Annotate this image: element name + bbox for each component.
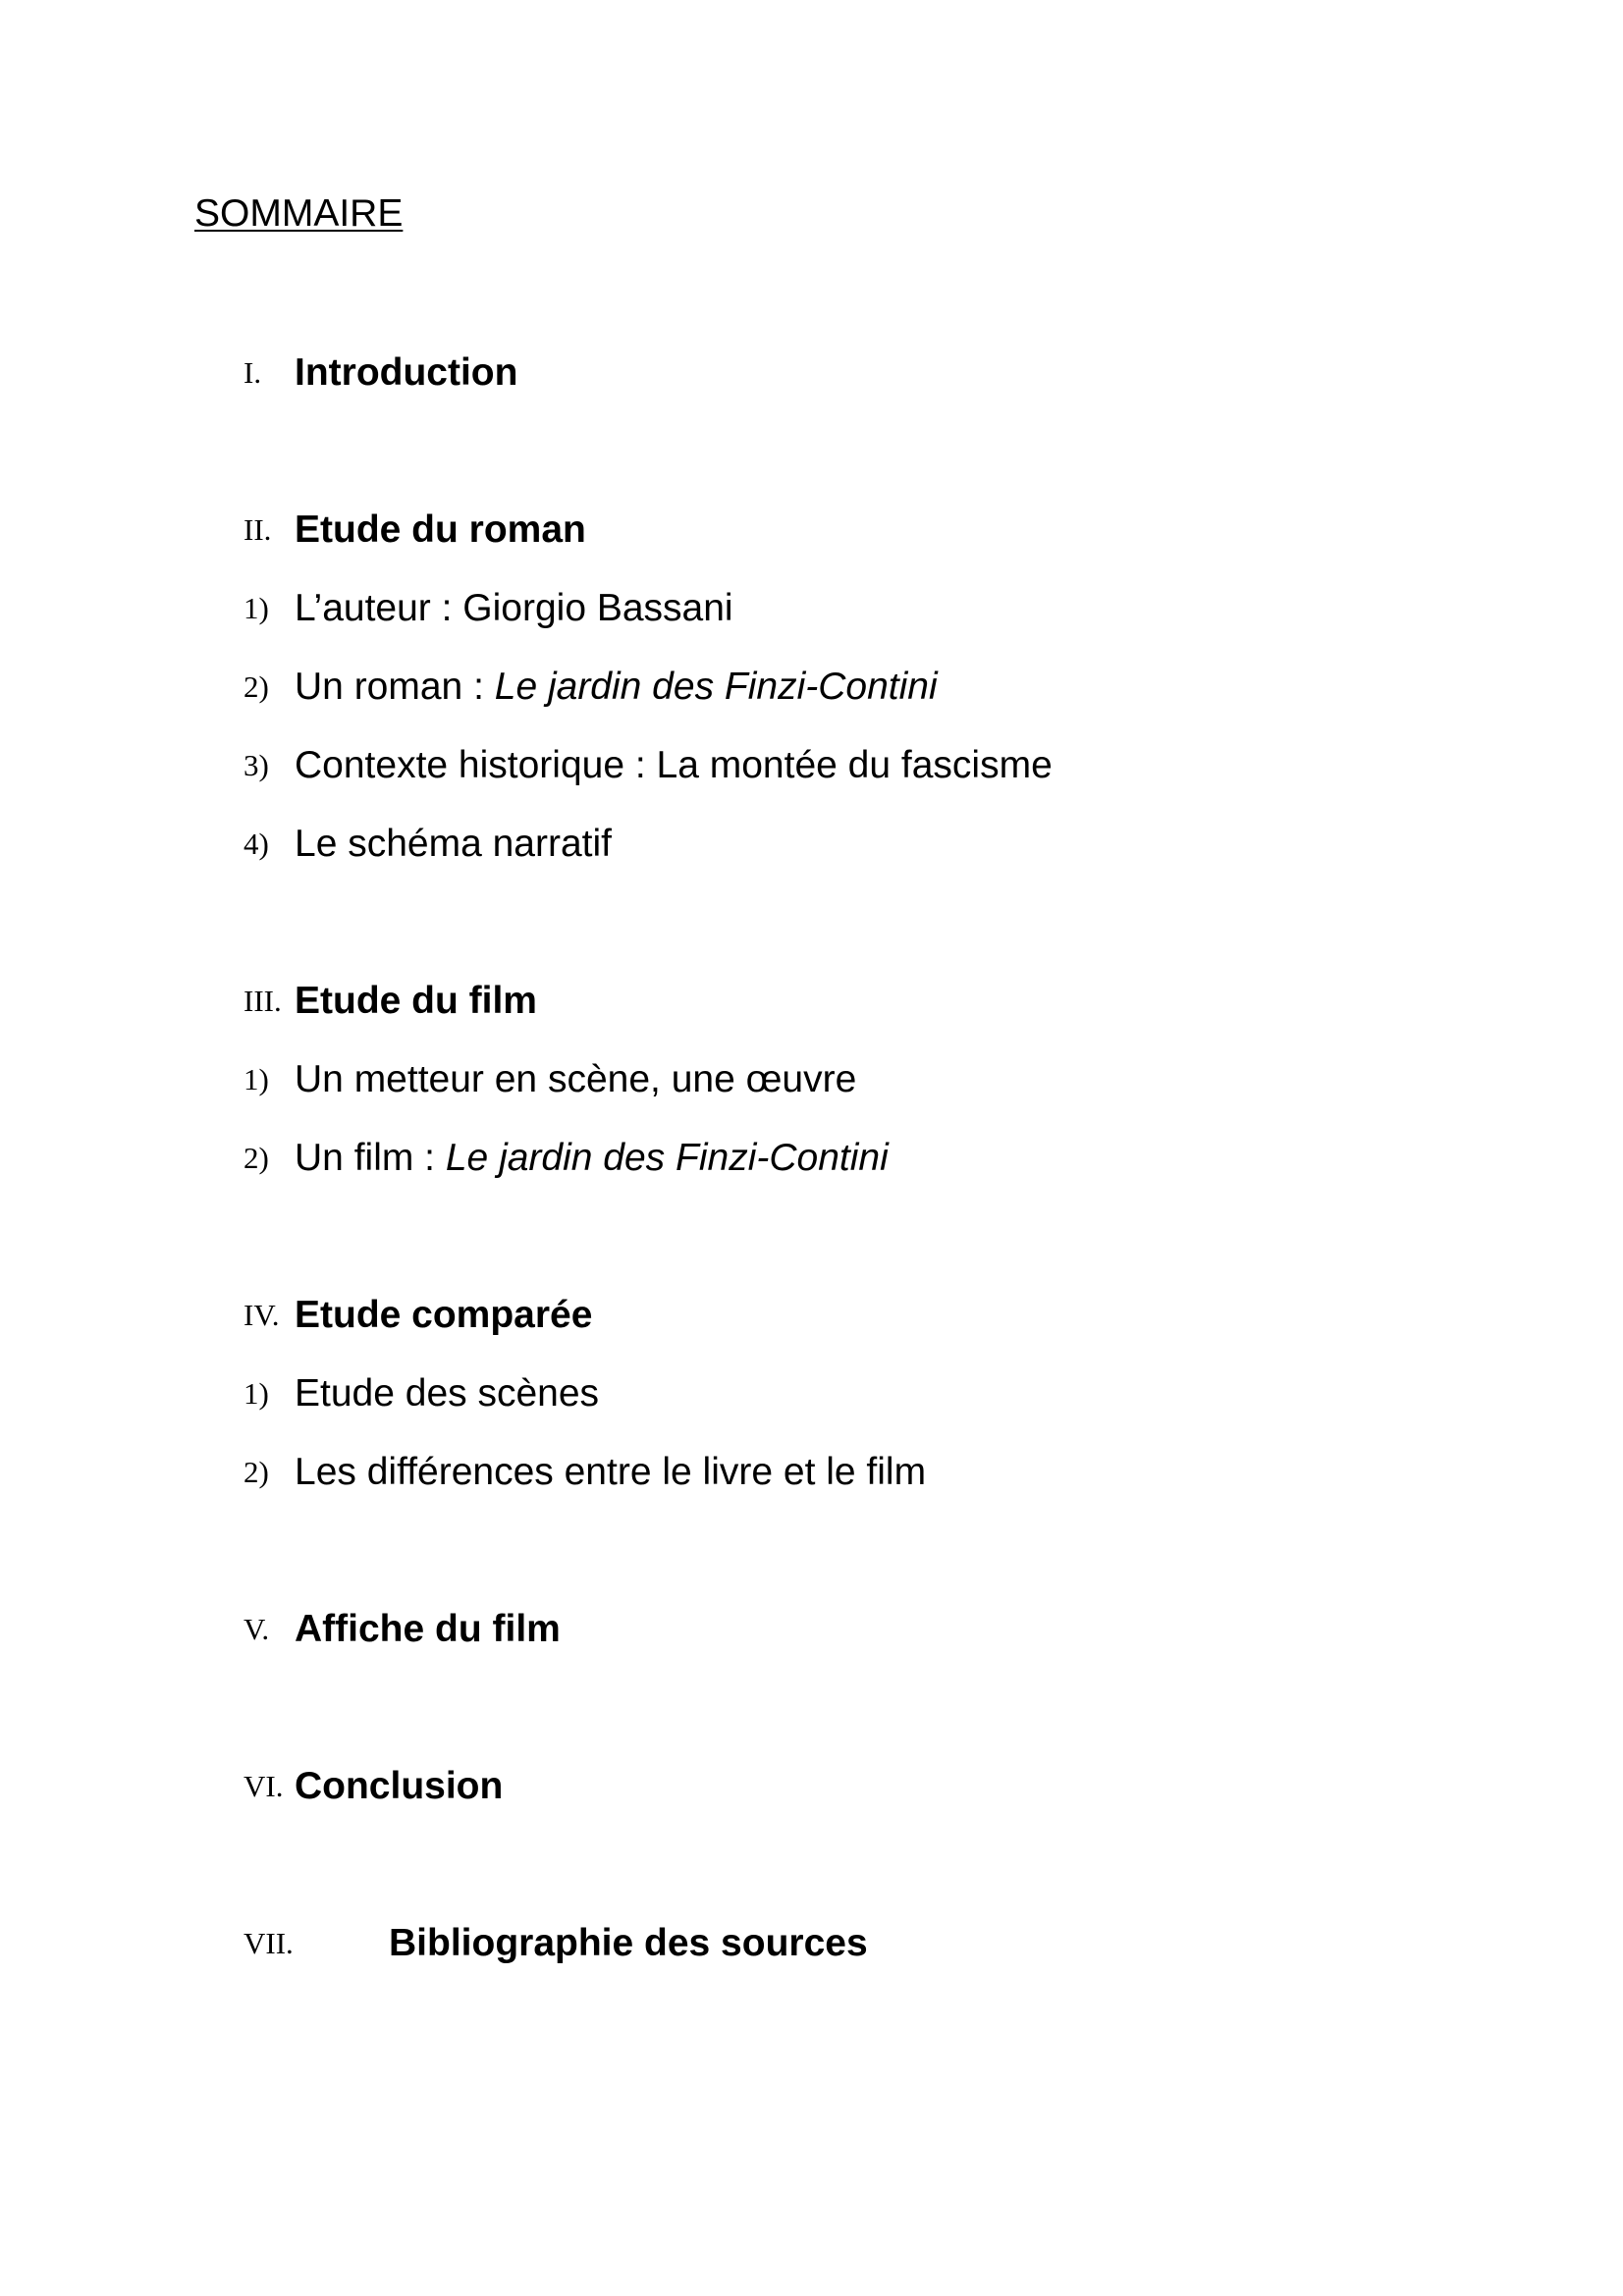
section-heading: Etude du roman — [295, 508, 586, 551]
section-numeral: I. — [243, 355, 262, 390]
section-numeral: III. — [243, 984, 282, 1018]
item-number: 1) — [243, 1062, 269, 1096]
section-heading: Etude du film — [295, 980, 537, 1022]
item-text-wrapper — [295, 660, 938, 715]
section-heading: Affiche du film — [295, 1608, 561, 1650]
section-heading: Conclusion — [295, 1765, 504, 1807]
item-text: L’auteur : Giorgio Bassani — [295, 587, 733, 629]
item-italic-title: Le jardin des Finzi-Contini — [494, 666, 938, 708]
item-italic-title: Le jardin des Finzi-Contini — [445, 1137, 889, 1179]
item-text: Contexte historique : La montée du fascisme — [295, 744, 1053, 786]
page-title: SOMMAIRE — [194, 192, 404, 235]
item-text: Un roman : — [295, 666, 495, 708]
item-text: Etude des scènes — [295, 1372, 600, 1415]
item-number: 2) — [243, 1455, 269, 1489]
section-heading: Etude comparée — [295, 1294, 593, 1336]
item-text: Un metteur en scène, une œuvre — [295, 1058, 857, 1100]
item-number: 4) — [243, 827, 269, 861]
item-number: 2) — [243, 1141, 269, 1175]
section-numeral: VI. — [243, 1769, 284, 1803]
item-text-wrapper — [295, 1131, 889, 1186]
item-text: Le schéma narratif — [295, 823, 612, 865]
item-number: 3) — [243, 748, 269, 782]
item-text: Les différences entre le livre et le film — [295, 1451, 927, 1493]
item-number: 1) — [243, 591, 269, 625]
section-heading: Bibliographie des sources — [389, 1922, 868, 1964]
item-number: 1) — [243, 1376, 269, 1411]
section-numeral: IV. — [243, 1298, 280, 1332]
item-number: 2) — [243, 669, 269, 704]
section-numeral: VII. — [243, 1926, 294, 1960]
section-heading: Introduction — [295, 351, 518, 394]
section-numeral: II. — [243, 512, 272, 547]
item-text: Un film : — [295, 1137, 446, 1179]
section-numeral: V. — [243, 1612, 270, 1646]
